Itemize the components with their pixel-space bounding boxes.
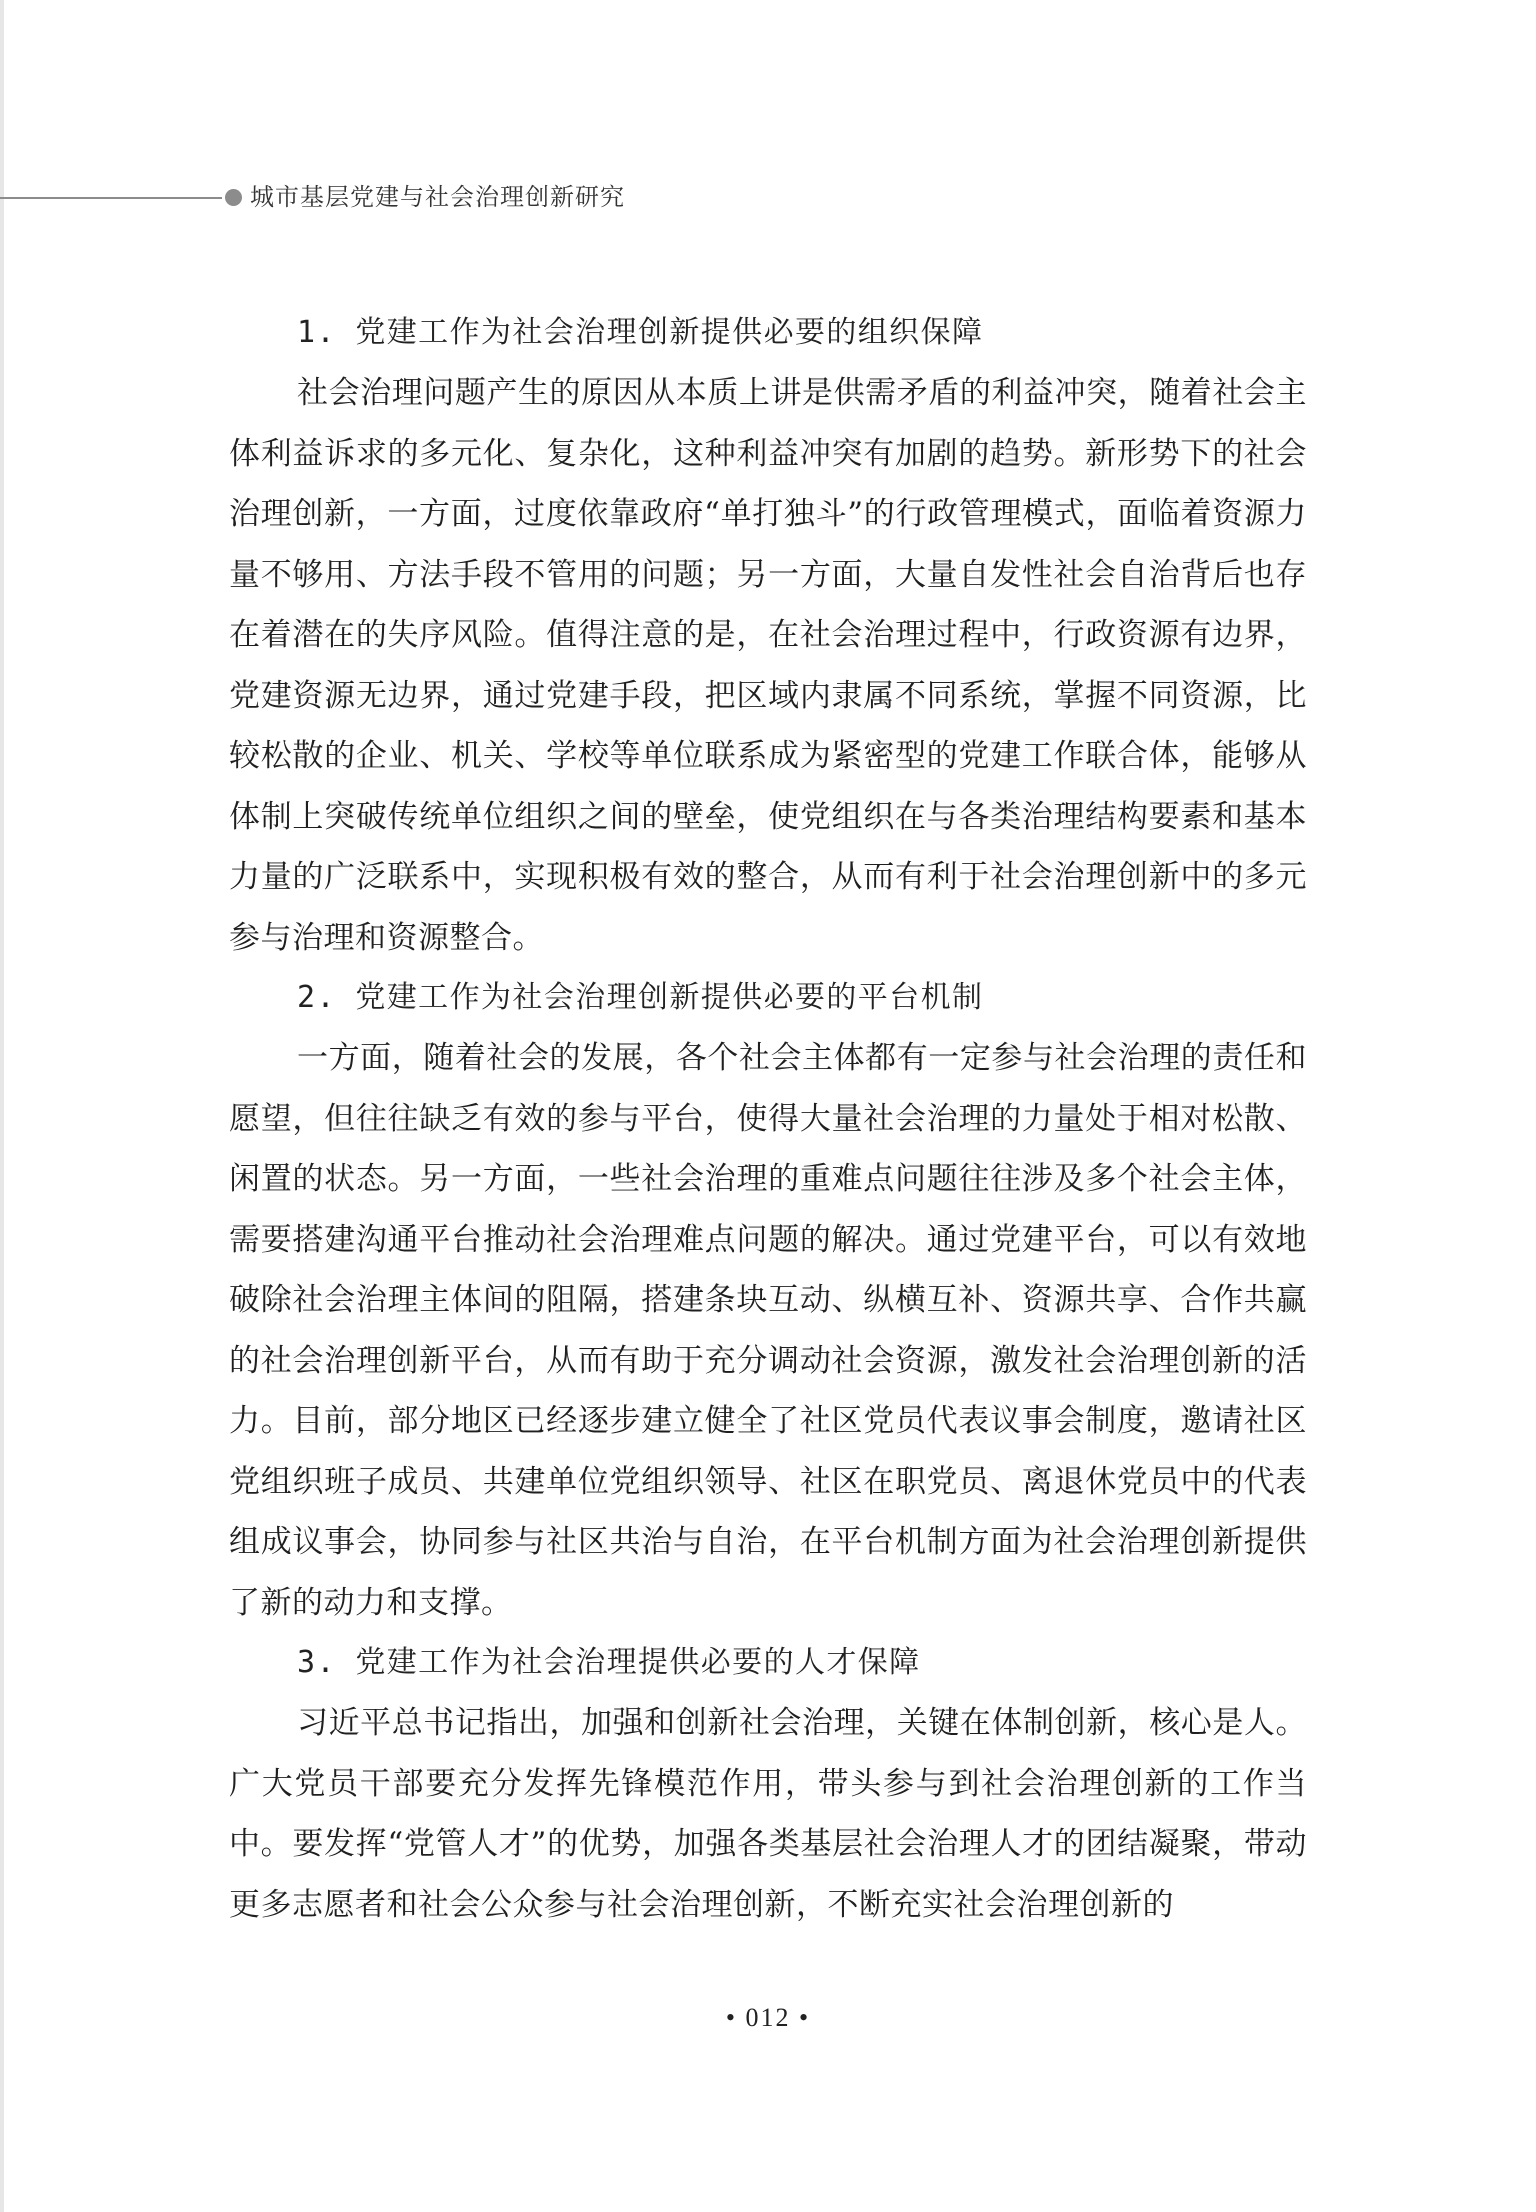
paragraph-3: 习近平总书记指出，加强和创新社会治理，关键在体制创新，核心是人。广大党员干部要充分发挥先锋模范作用，带头参与到社会治理创新的工作当中。要发挥“党管人才”的优势，加强各类基层社会治理人才的团结凝聚，带动更多志愿者和社会公众参与社会治理创新，不断充实社会治理创新的 xyxy=(229,1705,1307,1923)
bullet-dot-icon xyxy=(225,189,242,206)
section-heading-1: 1. 党建工作为社会治理创新提供必要的组织保障 xyxy=(297,315,984,350)
paragraph-2: 一方面，随着社会的发展，各个社会主体都有一定参与社会治理的责任和愿望，但往往缺乏有效的参与平台，使得大量社会治理的力量处于相对松散、闲置的状态。另一方面，一些社会治理的重难点问题往往涉及多个社会主体，需要搭建沟通平台推动社会治理难点问题的解决。通过党建平台，可以有效地破除社会治理主体间的阻隔，搭建条块互动、纵横互补、资源共享、合作共赢的社会治理创新平台，从而有助于充分调动社会资源，激发社会治理创新的活力。目前，部分地区已经逐步建立健全了社区党员代表议事会制度，邀请社区党组织班子成员、共建单位党组织领导、社区在职党员、离退休党员中的代表组成议事会，协同参与社区共治与自治，在平台机制方面为社会治理创新提供了新的动力和支撑。 xyxy=(229,1040,1307,1621)
page-edge xyxy=(0,0,4,2212)
body-text xyxy=(229,303,1307,1935)
running-header xyxy=(0,160,1536,220)
section-heading-3: 3. 党建工作为社会治理提供必要的人才保障 xyxy=(297,1645,921,1680)
page-number: • 012 • xyxy=(725,2003,811,2032)
section-heading-2: 2. 党建工作为社会治理创新提供必要的平台机制 xyxy=(297,980,984,1015)
book-title: 城市基层党建与社会治理创新研究 xyxy=(250,183,625,211)
header-rule xyxy=(0,197,222,199)
paragraph-1: 社会治理问题产生的原因从本质上讲是供需矛盾的利益冲突，随着社会主体利益诉求的多元化、复杂化，这种利益冲突有加剧的趋势。新形势下的社会治理创新，一方面，过度依靠政府“单打独斗”的行政管理模式，面临着资源力量不够用、方法手段不管用的问题；另一方面，大量自发性社会自治背后也存在着潜在的失序风险。值得注意的是，在社会治理过程中，行政资源有边界，党建资源无边界，通过党建手段，把区域内隶属不同系统，掌握不同资源，比较松散的企业、机关、学校等单位联系成为紧密型的党建工作联合体，能够从体制上突破传统单位组织之间的壁垒，使党组织在与各类治理结构要素和基本力量的广泛联系中，实现积极有效的整合，从而有利于社会治理创新中的多元参与治理和资源整合。 xyxy=(229,375,1307,956)
